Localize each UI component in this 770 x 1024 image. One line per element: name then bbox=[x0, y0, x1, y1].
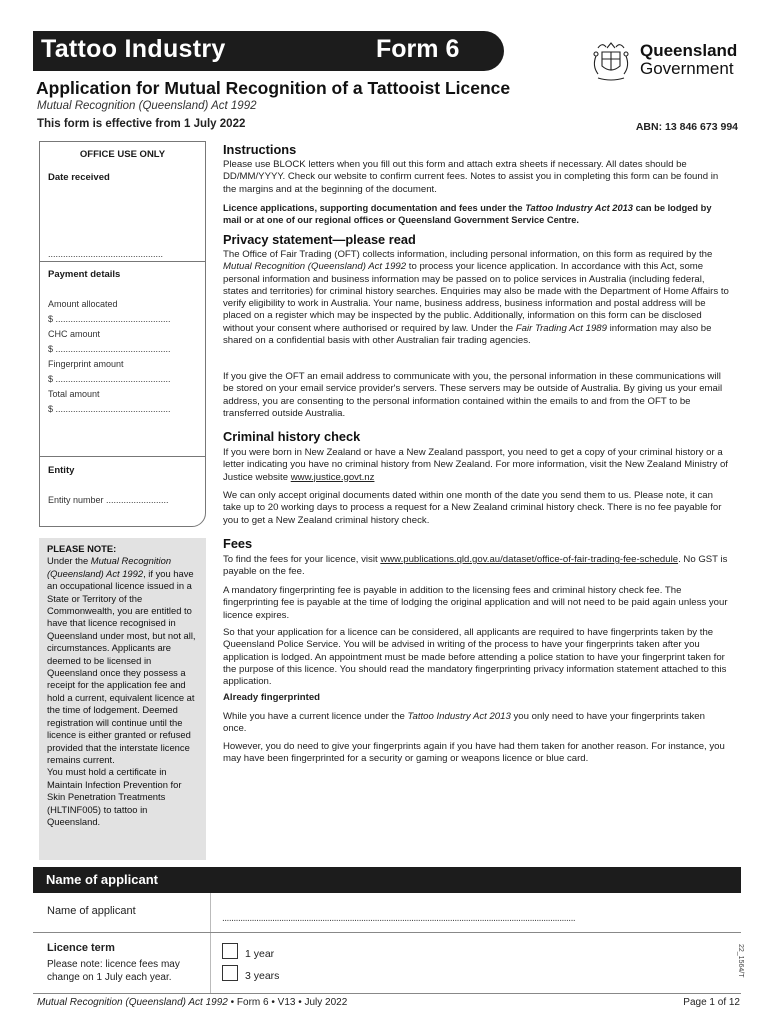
divider bbox=[40, 456, 205, 457]
instructions-heading: Instructions bbox=[223, 142, 297, 157]
chc-amount-field[interactable]: $ .............................................. bbox=[48, 344, 171, 354]
act-subtitle: Mutual Recognition (Queensland) Act 1992 bbox=[37, 100, 257, 112]
privacy-heading: Privacy statement—please read bbox=[223, 232, 416, 247]
note-paragraph-2: You must hold a certificate in Maintain Infection Prevention for Skin Penetration Treatments (HLTINF005) to tattoo in Queensland. bbox=[47, 766, 182, 827]
name-of-applicant-section-header: Name of applicant bbox=[33, 867, 741, 893]
applicant-name-label: Name of applicant bbox=[47, 905, 136, 917]
criminal-history-heading: Criminal history check bbox=[223, 429, 361, 444]
effective-date: This form is effective from 1 July 2022 bbox=[37, 118, 246, 130]
privacy-text: The Office of Fair Trading (OFT) collects information, including personal information, on this form as required by the Mutual Recognition (Queensland) Act 1992 to process your licence application. In accordance with this Act, some personal information and business information may be passed on to police services in Australia (including federal, states and territories) for criminal history searches. Enquiries may also be made with the Department of Home Affairs to verify eligibility to work in Australia. Your name, business address, business information and postal address will be placed on a register which may be inspected by the public. Additionally, information on this form can be disclosed without your consent where authorised or required by law. Under the Fair Trading Act 1989 information may also be shared on a confidential basis with other Australian fair trading agencies. bbox=[223, 249, 729, 347]
three-years-checkbox[interactable] bbox=[222, 965, 238, 981]
criminal-history-text-2: We can only accept original documents dated within one month of the date you send them to us. Please note, it can take up to 20 working days to process a request for a New Zealand criminal history check. There is no fee payable for you to get a New Zealand criminal history check. bbox=[223, 490, 722, 526]
fees-heading: Fees bbox=[223, 536, 253, 551]
page-title: Application for Mutual Recognition of a Tattooist Licence bbox=[36, 78, 511, 98]
fees-text-2: A mandatory fingerprinting fee is payable in addition to the licensing fees and criminal history check fee. The fingerprinting fee is payable at the time of lodging the original application and will not need to be paid again unless your licence expires. bbox=[223, 585, 728, 621]
coat-of-arms-icon bbox=[588, 38, 634, 84]
licence-term-label: Licence term bbox=[47, 942, 115, 954]
note-heading: PLEASE NOTE: bbox=[47, 543, 117, 554]
entity-label: Entity bbox=[48, 465, 75, 476]
please-note-box bbox=[39, 538, 206, 860]
logo-queensland: Queensland bbox=[640, 41, 738, 60]
already-fingerprinted-heading: Already fingerprinted bbox=[223, 692, 321, 703]
note-paragraph-1: Under the Mutual Recognition (Queensland) Act 1992, if you have an occupational licence issued in a State or Territory of the Commonwealth, you are entitled to have that licence recognised in Queensland under most, but not all, circumstances. Applicants are deemed to be licensed in Queensland once they possess a receipt for the application fee and hold a current, equivalent licence at the time of lodgement. Deemed registration will continue until the licence is either granted or refused provided that the interstate licence remains current. bbox=[47, 555, 196, 765]
licence-term-note: Please note: licence fees may change on 1 July each year. bbox=[47, 959, 180, 983]
amount-allocated-label: Amount allocated bbox=[48, 299, 118, 309]
footer-form-info: Mutual Recognition (Queensland) Act 1992 • Form 6 • V13 • July 2022 bbox=[37, 997, 348, 1008]
abn: ABN: 13 846 673 994 bbox=[635, 121, 738, 133]
instructions-text: Please use BLOCK letters when you fill out this form and attach extra sheets if necessary. All dates should be DD/MM/YYYY. Check our website to confirm current fees. Notes to assist you in completing this form can be found in the margins and at the beginning of the document. bbox=[223, 159, 719, 195]
title-banner bbox=[33, 31, 504, 71]
office-use-heading: OFFICE USE ONLY bbox=[79, 149, 166, 160]
justice-link[interactable]: www.justice.govt.nz bbox=[290, 471, 375, 483]
page-number: Page 1 of 12 bbox=[683, 997, 740, 1008]
column-divider bbox=[210, 893, 211, 993]
chc-amount-label: CHC amount bbox=[48, 329, 101, 339]
fees-text-4: While you have a current licence under the Tattoo Industry Act 2013 you only need to have your fingerprints taken once. bbox=[223, 711, 705, 735]
date-received-field[interactable]: .............................................. bbox=[48, 249, 164, 259]
form-label: Form 6 bbox=[376, 35, 460, 63]
divider bbox=[33, 932, 741, 933]
payment-details-label: Payment details bbox=[48, 269, 121, 280]
fees-text-3: So that your application for a licence can be considered, all applicants are required to have fingerprints taken by the Queensland Police Service. You will be advised in writing of the process to have your fingerprints taken after you application is lodged. An appointment must be made before attending a police station to have your fingerprint taken for the purpose of this licence. You should read the mandatory fingerprinting privacy information statement attached to this application. bbox=[223, 627, 727, 688]
logo-government: Government bbox=[640, 59, 734, 78]
applicant-name-field[interactable]: ........................................................................................................................................................... bbox=[222, 913, 576, 924]
privacy-email-text: If you give the OFT an email address to communicate with you, the personal information in these communications will be stored on your email service provider's servers. These servers may be outside of Australia. By giving us your email address, you are consenting to the personal information contained within the emails to and from the OFT to be transferred outside Australia. bbox=[223, 371, 723, 419]
fees-text-1: To find the fees for your licence, visit www.publications.qld.gov.au/dataset/office-of-fair-trading-fee-schedule. No GST is payable on the fee. bbox=[223, 554, 728, 578]
form-code: 22_1564/T bbox=[737, 944, 744, 978]
amount-allocated-field[interactable]: $ .............................................. bbox=[48, 314, 171, 324]
date-received-label: Date received bbox=[48, 172, 110, 183]
fees-text-5: However, you do need to give your fingerprints again if you have had them taken for another reason. For instance, you may have been fingerprinted for a security or gaming or weapons licence or blue card. bbox=[223, 741, 725, 765]
one-year-label: 1 year bbox=[245, 948, 275, 960]
total-amount-label: Total amount bbox=[48, 389, 100, 399]
banner-title: Tattoo Industry bbox=[41, 35, 226, 63]
queensland-government-logo bbox=[588, 38, 748, 84]
divider bbox=[33, 993, 741, 994]
office-use-box bbox=[39, 141, 206, 527]
criminal-history-text: If you were born in New Zealand or have a New Zealand passport, you need to get a copy of your criminal history or a letter indicating you have no criminal history from New Zealand. For more information, visit the New Zealand Ministry of Justice website www.justice.govt.nz bbox=[223, 447, 728, 483]
total-amount-field[interactable]: $ .............................................. bbox=[48, 404, 171, 414]
entity-number-field[interactable]: Entity number ......................... bbox=[48, 495, 169, 505]
one-year-checkbox[interactable] bbox=[222, 943, 238, 959]
lodgement-text: Licence applications, supporting documentation and fees under the Tattoo Industry Act 2013 can be lodged by mail or at one of our regional offices or Queensland Government Service Centre. bbox=[223, 203, 712, 226]
three-years-label: 3 years bbox=[245, 970, 280, 982]
fee-schedule-link[interactable]: www.publications.qld.gov.au/dataset/office-of-fair-trading-fee-schedule bbox=[380, 554, 679, 565]
divider bbox=[40, 261, 205, 262]
fingerprint-amount-label: Fingerprint amount bbox=[48, 359, 124, 369]
fingerprint-amount-field[interactable]: $ .............................................. bbox=[48, 374, 171, 384]
